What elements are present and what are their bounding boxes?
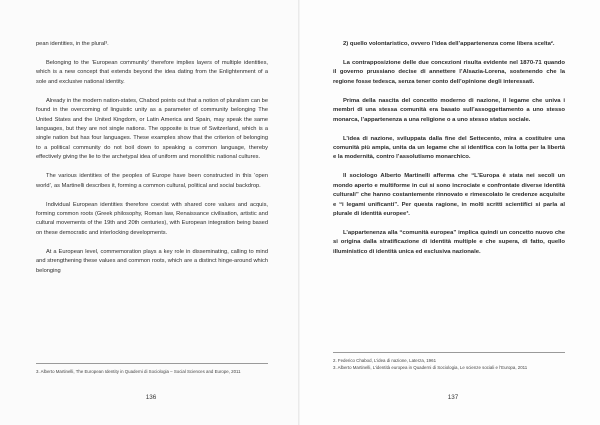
right-page bbox=[300, 0, 600, 425]
right-footnotes bbox=[333, 352, 565, 371]
paragraph: Prima della nascita del concetto moderno di nazione, il legame che univa i membri di una stessa comunità era basato sull’assoggettamento a uno stesso monarca, l’appartenenza a una religione o a uno stesso status sociale. bbox=[333, 97, 565, 123]
paragraph: Belonging to the ‘European community’ therefore implies layers of multiple identities, which is a new concept that extends beyond the idea dating from the Enlightenment of a sole and exclusive national identity. bbox=[36, 60, 268, 85]
paragraph: La contrapposizione delle due concezioni risulta evidente nel 1870-71 quando il governo prussiano decise di annettere l’Alsazia-Lorena, sostenendo che la regione fosse tedesca, senza tener conto dell’opinione degli interessati. bbox=[333, 60, 565, 85]
left-text-column bbox=[36, 40, 268, 286]
paragraph: 2) quello volontaristico, ovvero l’idea dell’appartenenza come libera scelta². bbox=[343, 41, 555, 47]
footnote: 3. Alberto Martinelli, The European Identity in Quaderni di Sociologia – Social Sciences and Europe, 2011 bbox=[36, 369, 241, 374]
paragraph: The various identities of the peoples of Europe have been constructed in this ‘open world’, as Martinelli describes it, forming a common cultural, political and social backdrop. bbox=[36, 173, 268, 189]
paragraph: Individual European identities therefore coexist with shared core values and acquis, forming common roots (Greek philosophy, Roman law, Renaissance civilisation, artistic and cultural movements of the 19th and 20th centuries), with European integration being based on these democratic and interlocking developments. bbox=[36, 201, 268, 236]
paragraph: Already in the modern nation-states, Chabod points out that a notion of pluralism can be found in the overcoming of linguistic unity as a parameter of community belonging The United States and the United Kingdom, or Latin America and Spain, may speak the same languages, but they are not single nations. The opposite is true of Switzerland, which is a single nation but has four languages. These examples show that the criterion of belonging to a political community do not boil down to speaking a common language, thereby effectively giving the lie to the archetypal idea of uniform and monolithic national cultures. bbox=[36, 97, 268, 161]
right-text-column bbox=[333, 40, 565, 267]
footnote: 3. Alberto Martinelli, L’identità europea in Quaderni di Sociologia, Le scienze sociali e l’Europa, 2011 bbox=[333, 365, 528, 371]
paragraph: pean identities, in the plural³. bbox=[36, 41, 109, 47]
footnote-rule bbox=[333, 352, 565, 353]
page-number: 137 bbox=[447, 394, 459, 401]
footnote-rule bbox=[36, 363, 268, 364]
paragraph: Il sociologo Alberto Martinelli afferma che “L’Europa è stata nei secoli un mondo aperto e multiforme in cui si sono incrociate e confrontate diverse identità culturali” che hanno costantemente rinnovato e rimescolato le credenze acquisite e “i legami unificanti”. Per questa ragione, in molti scritti scientifici si parla al plurale di identità europee³. bbox=[333, 173, 565, 218]
page-number: 136 bbox=[145, 394, 157, 401]
left-footnotes bbox=[36, 363, 268, 375]
paragraph: At a European level, commemoration plays a key role in disseminating, calling to mind and strengthening these values and common roots, which are a distinct hinge-around which belonging bbox=[36, 248, 268, 274]
paragraph: L’appartenenza alla “comunità europea” implica quindi un concetto nuovo che si origina dalla stratificazione di identità multiple e che supera, di fatto, quello illuministico di identità unica ed esclusiva nazionale. bbox=[333, 230, 565, 255]
paragraph: L’idea di nazione, sviluppata dalla fine del Settecento, mira a costituire una comunità più ampia, unita da un legame che si identifica con la lotta per la libertà e la modernità, contro l’assolutismo monarchico. bbox=[333, 135, 565, 161]
footnote: 2. Federico Chabod, L’idea di nazione, Laterza, 1961 bbox=[333, 358, 437, 363]
